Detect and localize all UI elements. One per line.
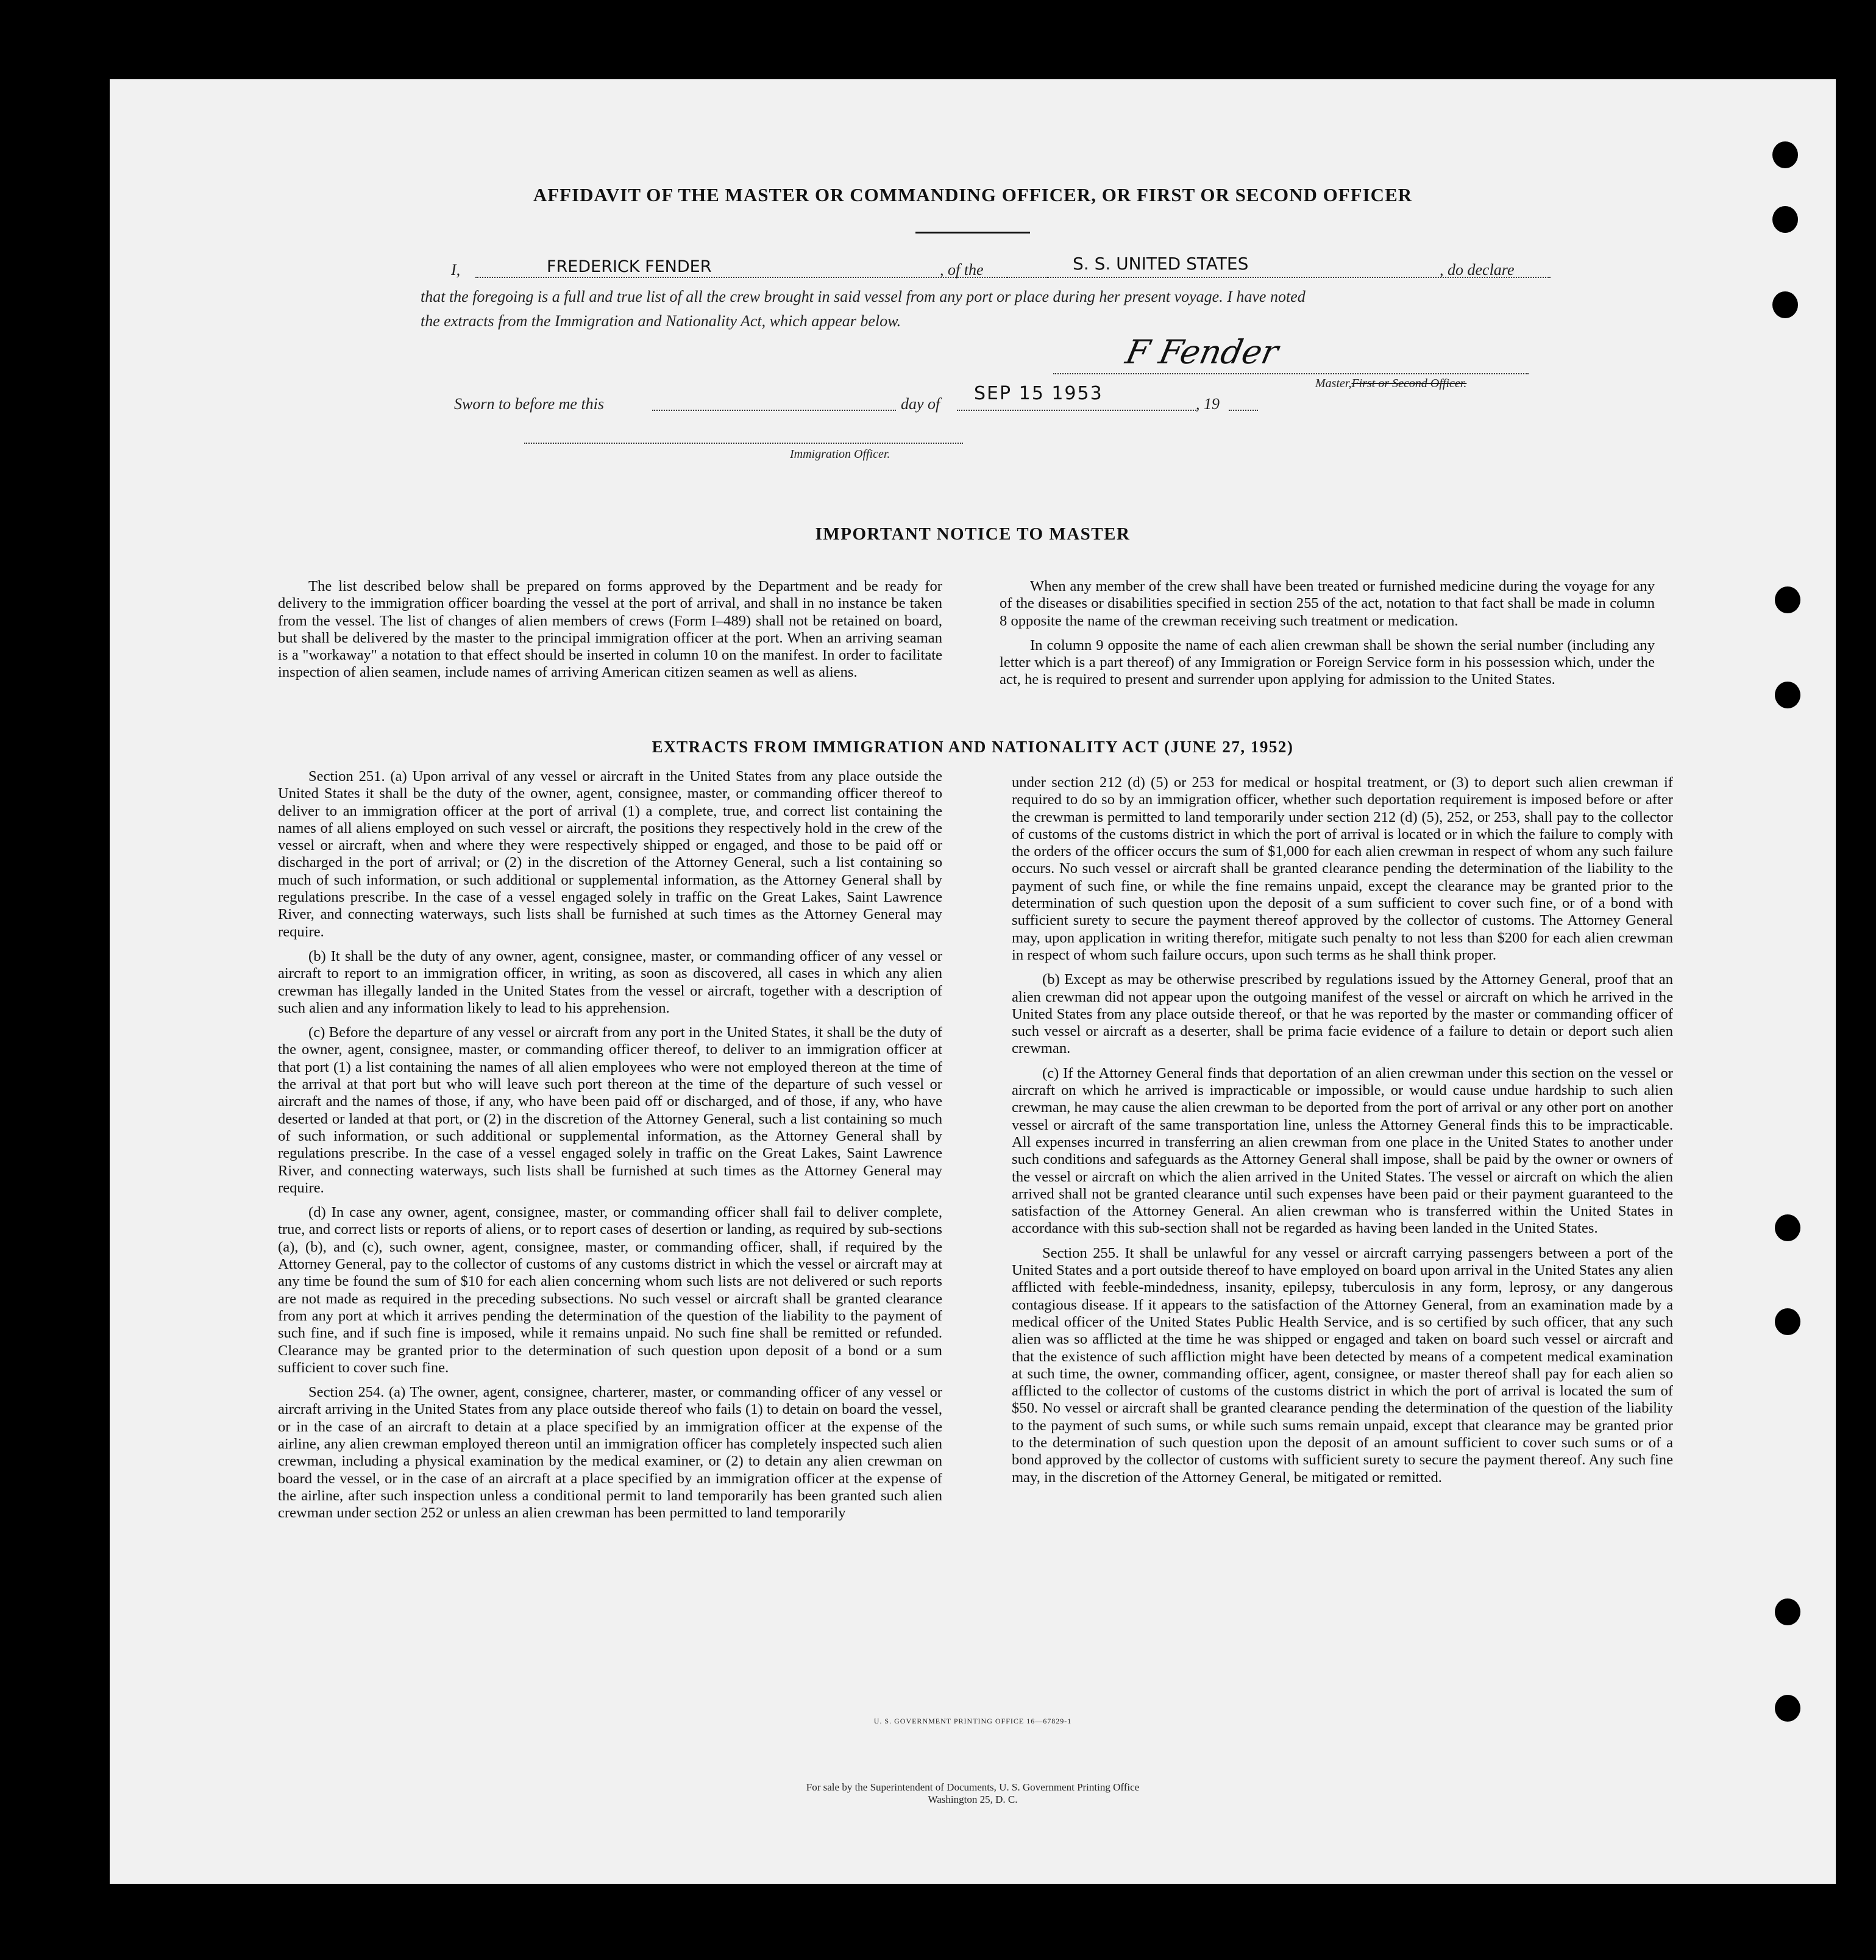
day-of-label: day of: [901, 395, 940, 413]
section-251-b: (b) It shall be the duty of any owner, agent, consignee, master, or commanding officer of any vessel or aircraft to report to an immigration officer, in writing, as soon as discovered, all cases in which any alien crewman has illegally landed in the United States from the vessel or aircraft, together with a description of such alien and any information likely to lead to his apprehension.: [278, 947, 942, 1016]
punch-hole: [1772, 291, 1798, 318]
extracts-right-column: [1012, 774, 1673, 1486]
master-caption: [1315, 377, 1466, 391]
sworn-day-dotline: [652, 410, 896, 411]
year-prefix: , 19: [1196, 395, 1220, 413]
section-254-a: Section 254. (a) The owner, agent, consignee, charterer, master, or commanding officer of any vessel or aircraft arriving in the United States from any place outside thereof who fails (1) to detain on board the vessel, or in the case of an aircraft to detain at a place specified by an immigration officer at the expense of the airline, any alien crewman employed thereon until an immigration officer has completely inspected such alien crewman, including a physical examination by the medical examiner, or (2) to detain any alien crewman on board the vessel, or in the case of an aircraft at a place specified by an immigration officer at the expense of the airline, after such inspection unless a conditional permit to land temporarily has been granted such alien crewman under section 252 or unless an alien crewman has been permitted to land temporarily: [278, 1384, 942, 1522]
affidavit-line2: that the foregoing is a full and true list of all the crew brought in said vessel from any port or place during her present voyage. I have noted: [421, 288, 1306, 305]
section-251-a: Section 251. (a) Upon arrival of any vessel or aircraft in the United States from any place outside the United States it shall be the duty of the owner, agent, consignee, master, or commanding officer thereof to deliver to an immigration officer at the port of arrival (1) a complete, true, and correct list containing the names of all aliens employed on such vessel or aircraft, the positions they respectively hold in the crew of the vessel or aircraft, when and where they were respectively shipped or engaged, and those to be paid off or discharged in the port of arrival; or (2) in the discretion of the Attorney General, such a list containing so much of such information, or such additional or supplemental information, as the Attorney General shall by regulations prescribe. In the case of a vessel engaged solely in traffic on the Great Lakes, Saint Lawrence River, and connecting waterways, such lists shall be furnished at such times as the Attorney General may require.: [278, 768, 942, 940]
notice-left-column: [278, 578, 942, 682]
gpo-imprint: U. S. GOVERNMENT PRINTING OFFICE 16—67829-1: [873, 1717, 1072, 1725]
master-caption-struck: First or Second Officer.: [1351, 377, 1467, 390]
punch-hole: [1772, 141, 1798, 168]
affidavit-title: AFFIDAVIT OF THE MASTER OR COMMANDING OFFICER, OR FIRST OR SECOND OFFICER: [533, 184, 1413, 205]
master-signature: F Fender: [1122, 333, 1282, 371]
punch-hole: [1775, 682, 1800, 708]
section-255: Section 255. It shall be unlawful for any vessel or aircraft carrying passengers between a port of the United States and a port outside thereof to have employed on board upon arrival in the United States any alien afflicted with feeble-mindedness, insanity, epilepsy, tuberculosis in any form, leprosy, or any dangerous contagious disease. If it appears to the satisfaction of the Attorney General, from an examination made by a medical officer of the United States Public Health Service, and is so certified by such officer, that any such alien was so afflicted at the time he was shipped or engaged and taken on board such vessel or aircraft and that the existence of such affliction might have been detected by means of a competent medical examination at such time, the owner, commanding officer, agent, consignee, or master thereof shall pay for each alien so afflicted to the collector of customs of the customs district in which the port of arrival is located the sum of $50. No vessel or aircraft shall be granted clearance pending the determination of the question of the liability to the payment of such sums, or while such sums remain unpaid, except that clearance may be granted prior to the determination of such question upon the deposit of an amount sufficient to cover such sums or of a bond approved by the collector of customs with sufficient surety to secure the payment thereof. Any such fine may, in the discretion of the Attorney General, be mitigated or remitted.: [1012, 1244, 1673, 1486]
punch-hole: [1775, 1308, 1800, 1335]
section-251-d: (d) In case any owner, agent, consignee, master, or commanding officer shall fail to deliver complete, true, and correct lists or reports of aliens, or to report cases of desertion or landing, as required by sub-sections (a), (b), and (c), such owner, agent, consignee, master, or commanding officer, shall, if required by the Attorney General, pay to the collector of customs of any customs district in which the vessel or aircraft may at any time be found the sum of $10 for each alien concerning whom such lists are not delivered or such reports are not made as required in the preceding subsections. No such vessel or aircraft shall be granted clearance from any port at which it arrives pending the determination of the question of the liability to the payment of such fine, and if such fine is imposed, while it remains unpaid. No such fine shall be remitted or refunded. Clearance may be granted prior to the determination of such question upon deposit of a bond or a sum sufficient to cover such fine.: [278, 1204, 942, 1376]
section-254-a-continued: under section 212 (d) (5) or 253 for medical or hospital treatment, or (3) to deport such alien crewman if required to do so by an immigration officer, whether such deportation requirement is imposed before or after the crewman is permitted to land temporarily under section 212 (d) (5), 252, or 253, shall pay to the collector of customs of the customs district in which the port of arrival is located or in which the failure to comply with the orders of the officer occurs the sum of $1,000 for each alien crewman in respect of whom any such failure occurs. No such vessel or aircraft shall be granted clearance pending the determination of the liability to the payment of such fine, or while the fine remains unpaid, except the clearance may be granted prior to the determination of such question upon the deposit of a sum sufficient to cover such fine, or of a bond with sufficient surety to secure the payment thereof approved by the collector of customs. The Attorney General may, upon application in writing therefor, mitigate such penalty to not less than $200 for each alien crewman in respect of whom such failure occurs, upon such terms as he shall think proper.: [1012, 774, 1673, 963]
document-page: [110, 79, 1836, 1884]
section-251-c: (c) Before the departure of any vessel or aircraft from any port in the United States, it shall be the duty of the owner, agent, consignee, master, or commanding officer thereof, to deliver to an immigration officer at that port (1) a list containing the names of all alien employees who were not employed thereon at the time of the arrival at that port but who will leave such port thereon at the time of the departure of such vessel or aircraft and the names of those, if any, who have been paid off or discharged, and of those, if any, who have deserted or landed at that port, or (2) in the discretion of the Attorney General, such a list containing so much of such information, or such additional or supplemental information, as the Attorney General shall by regulations prescribe. In the case of a vessel engaged solely in traffic on the Great Lakes, Saint Lawrence River, and connecting waterways, such lists shall be furnished at such times as the Attorney General may require.: [278, 1024, 942, 1196]
for-sale-notice: [110, 1781, 1836, 1806]
officer-caption: Immigration Officer.: [790, 447, 890, 461]
sworn-label: Sworn to before me this: [454, 395, 605, 413]
extracts-heading: EXTRACTS FROM IMMIGRATION AND NATIONALITY ACT (JUNE 27, 1952): [652, 738, 1294, 756]
punch-hole: [1775, 586, 1800, 613]
year-dotline: [1229, 410, 1258, 411]
affidavit-line3: the extracts from the Immigration and Nationality Act, which appear below.: [421, 312, 901, 330]
section-254-c: (c) If the Attorney General finds that deportation of an alien crewman under this section on the vessel or aircraft on which he arrived is impracticable or impossible, or would cause undue hardship to such alien crewman, he may cause the alien crewman to be deported from the port of arrival or any other port on another vessel or aircraft of the same transportation line, unless the Attorney General finds this to be impracticable. All expenses incurred in transferring an alien crewman from one place in the United States to another under such conditions and safeguards as the Attorney General shall impose, shall be paid by the owner or owners of the vessel or aircraft on which the alien arrived in the United States. The vessel or aircraft on which the alien arrived shall not be granted clearance until such expenses have been paid or their payment guaranteed to the satisfaction of the Attorney General. An alien crewman who is transferred within the United States in accordance with this sub-section shall not be regarded as having been landed in the United States.: [1012, 1064, 1673, 1237]
punch-hole: [1775, 1214, 1800, 1241]
for-sale-line-1: For sale by the Superintendent of Documents, U. S. Government Printing Office: [806, 1781, 1140, 1793]
master-name: FREDERICK FENDER: [547, 257, 712, 276]
line1-declare: , do declare: [1440, 261, 1515, 279]
notice-right-paragraph-1: When any member of the crew shall have been treated or furnished medicine during the voyage for any of the diseases or disabilities specified in section 255 of the act, notation to that fact shall be made in column 8 opposite the name of the crewman receiving such treatment or medication.: [1000, 578, 1655, 629]
punch-hole: [1775, 1598, 1800, 1625]
vessel-name: S. S. UNITED STATES: [1073, 254, 1249, 274]
title-rule: [915, 232, 1030, 233]
date-stamp: SEP 15 1953: [974, 383, 1103, 404]
signature-dotline: [1053, 373, 1529, 374]
line1-i: I,: [451, 261, 461, 279]
month-dotline: [957, 410, 1196, 411]
extracts-left-column: [278, 768, 942, 1522]
officer-dotline: [524, 443, 963, 444]
punch-hole: [1775, 1695, 1800, 1722]
notice-right-paragraph-2: In column 9 opposite the name of each alien crewman shall be shown the serial number (including any letter which is a part thereof) of any Immigration or Foreign Service form in his possession which, under the act, he is required to present and surrender upon applying for admission to the United States.: [1000, 636, 1655, 688]
punch-hole: [1772, 206, 1798, 233]
for-sale-line-2: Washington 25, D. C.: [928, 1794, 1018, 1805]
notice-right-column: [1000, 578, 1655, 689]
line1-of-the: , of the: [940, 261, 984, 279]
master-caption-prefix: Master,: [1315, 377, 1352, 390]
notice-heading: IMPORTANT NOTICE TO MASTER: [815, 524, 1131, 544]
notice-left-paragraph: The list described below shall be prepared on forms approved by the Department and be ready for delivery to the immigration officer boarding the vessel at the port of arrival, and shall in no instance be taken from the vessel. The list of changes of alien members of crews (Form I–489) shall not be retained on board, but shall be delivered by the master to the principal immigration officer at the port. When an arriving seaman is a "workaway" a notation to that effect should be inserted in column 10 on the manifest. In order to facilitate inspection of alien seamen, include names of arriving American citizen seamen as well as aliens.: [278, 578, 942, 681]
section-254-b: (b) Except as may be otherwise prescribed by regulations issued by the Attorney General, proof that an alien crewman did not appear upon the outgoing manifest of the vessel or aircraft on which he arrived in the United States from any place outside thereof, or that he was reported by the master or commanding officer of such vessel or aircraft as a deserter, shall be prima facie evidence of a failure to detain or deport such alien crewman.: [1012, 971, 1673, 1057]
